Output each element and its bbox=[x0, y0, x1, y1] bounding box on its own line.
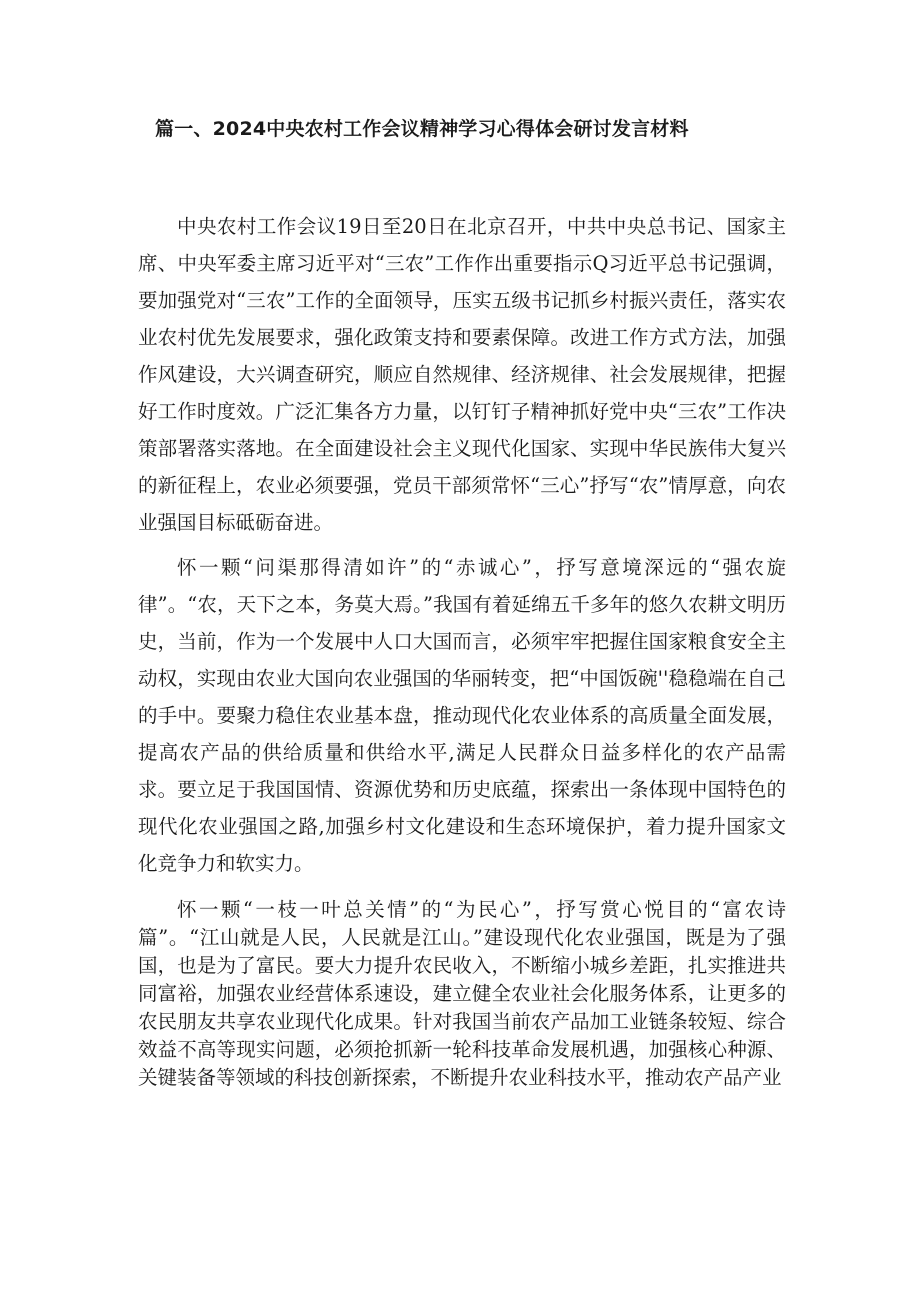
paragraph-meeting-overview: 中央农村工作会议19日至20日在北京召开，中共中央总书记、国家主席、中央军委主席习近平对“三农”工作作出重要指示Q习近平总书记强调，要加强党对“三农”工作的全面领导，压实五级书记抓乡村振兴责任，落实农业农村优先发展要求，强化政策支持和要素保障。改进工作方式方法，加强作风建设，大兴调查研究，顺应自然规律、经济规律、社会发展规律，把握好工作时度效。广泛汇集各方力量，以钉钉子精神抓好党中央“三农”工作决策部署落实落地。在全面建设社会主义现代化国家、实现中华民族伟大复兴的新征程上，农业必须要强，党员干部须常怀“三心”抒写“农”情厚意，向农业强国目标砥砺奋进。 bbox=[138, 215, 786, 534]
paragraph-strong-agriculture: 怀一颗“问渠那得清如许”的“赤诚心”，抒写意境深远的“强农旋律”。“农，天下之本，务莫大焉。”我国有着延绵五千多年的悠久农耕文明历史，当前，作为一个发展中人口大国而言，必须牢牢把握住国家粮食安全主动权，实现由农业大国向农业强国的华丽转变，把“中国饭碗''稳稳端在自己的手中。要聚力稳住农业基本盘，推动现代化农业体系的高质量全面发展，提高农产品的供给质量和供给水平,满足人民群众日益多样化的农产品需求。要立足于我国国情、资源优势和历史底蕴，探索出一条体现中国特色的现代化农业强国之路,加强乡村文化建设和生态环境保护，着力提升国家文化竞争力和软实力。 bbox=[138, 556, 786, 875]
document-title: 篇一、2024中央农村工作会议精神学习心得体会研讨发言材料 bbox=[155, 118, 689, 140]
paragraph-prosperous-farmers: 怀一颗“一枝一叶总关情”的“为民心”，抒写赏心悦目的“富农诗篇”。“江山就是人民，人民就是江山。”建设现代化农业强国，既是为了强国，也是为了富民。要大力提升农民收入，不断缩小城乡差距，扎实推进共同富裕，加强农业经营体系速设，建立健全农业社会化服务体系，让更多的农民朋友共享农业现代化成果。针对我国当前农产品加工业链条较短、综合效益不高等现实问题，必须抢抓新一轮科技革命发展机遇，加强核心种源、关键装备等领域的科技创新探索，不断提升农业科技水平，推动农产品产业 bbox=[138, 898, 786, 1089]
document-body bbox=[138, 208, 786, 1092]
